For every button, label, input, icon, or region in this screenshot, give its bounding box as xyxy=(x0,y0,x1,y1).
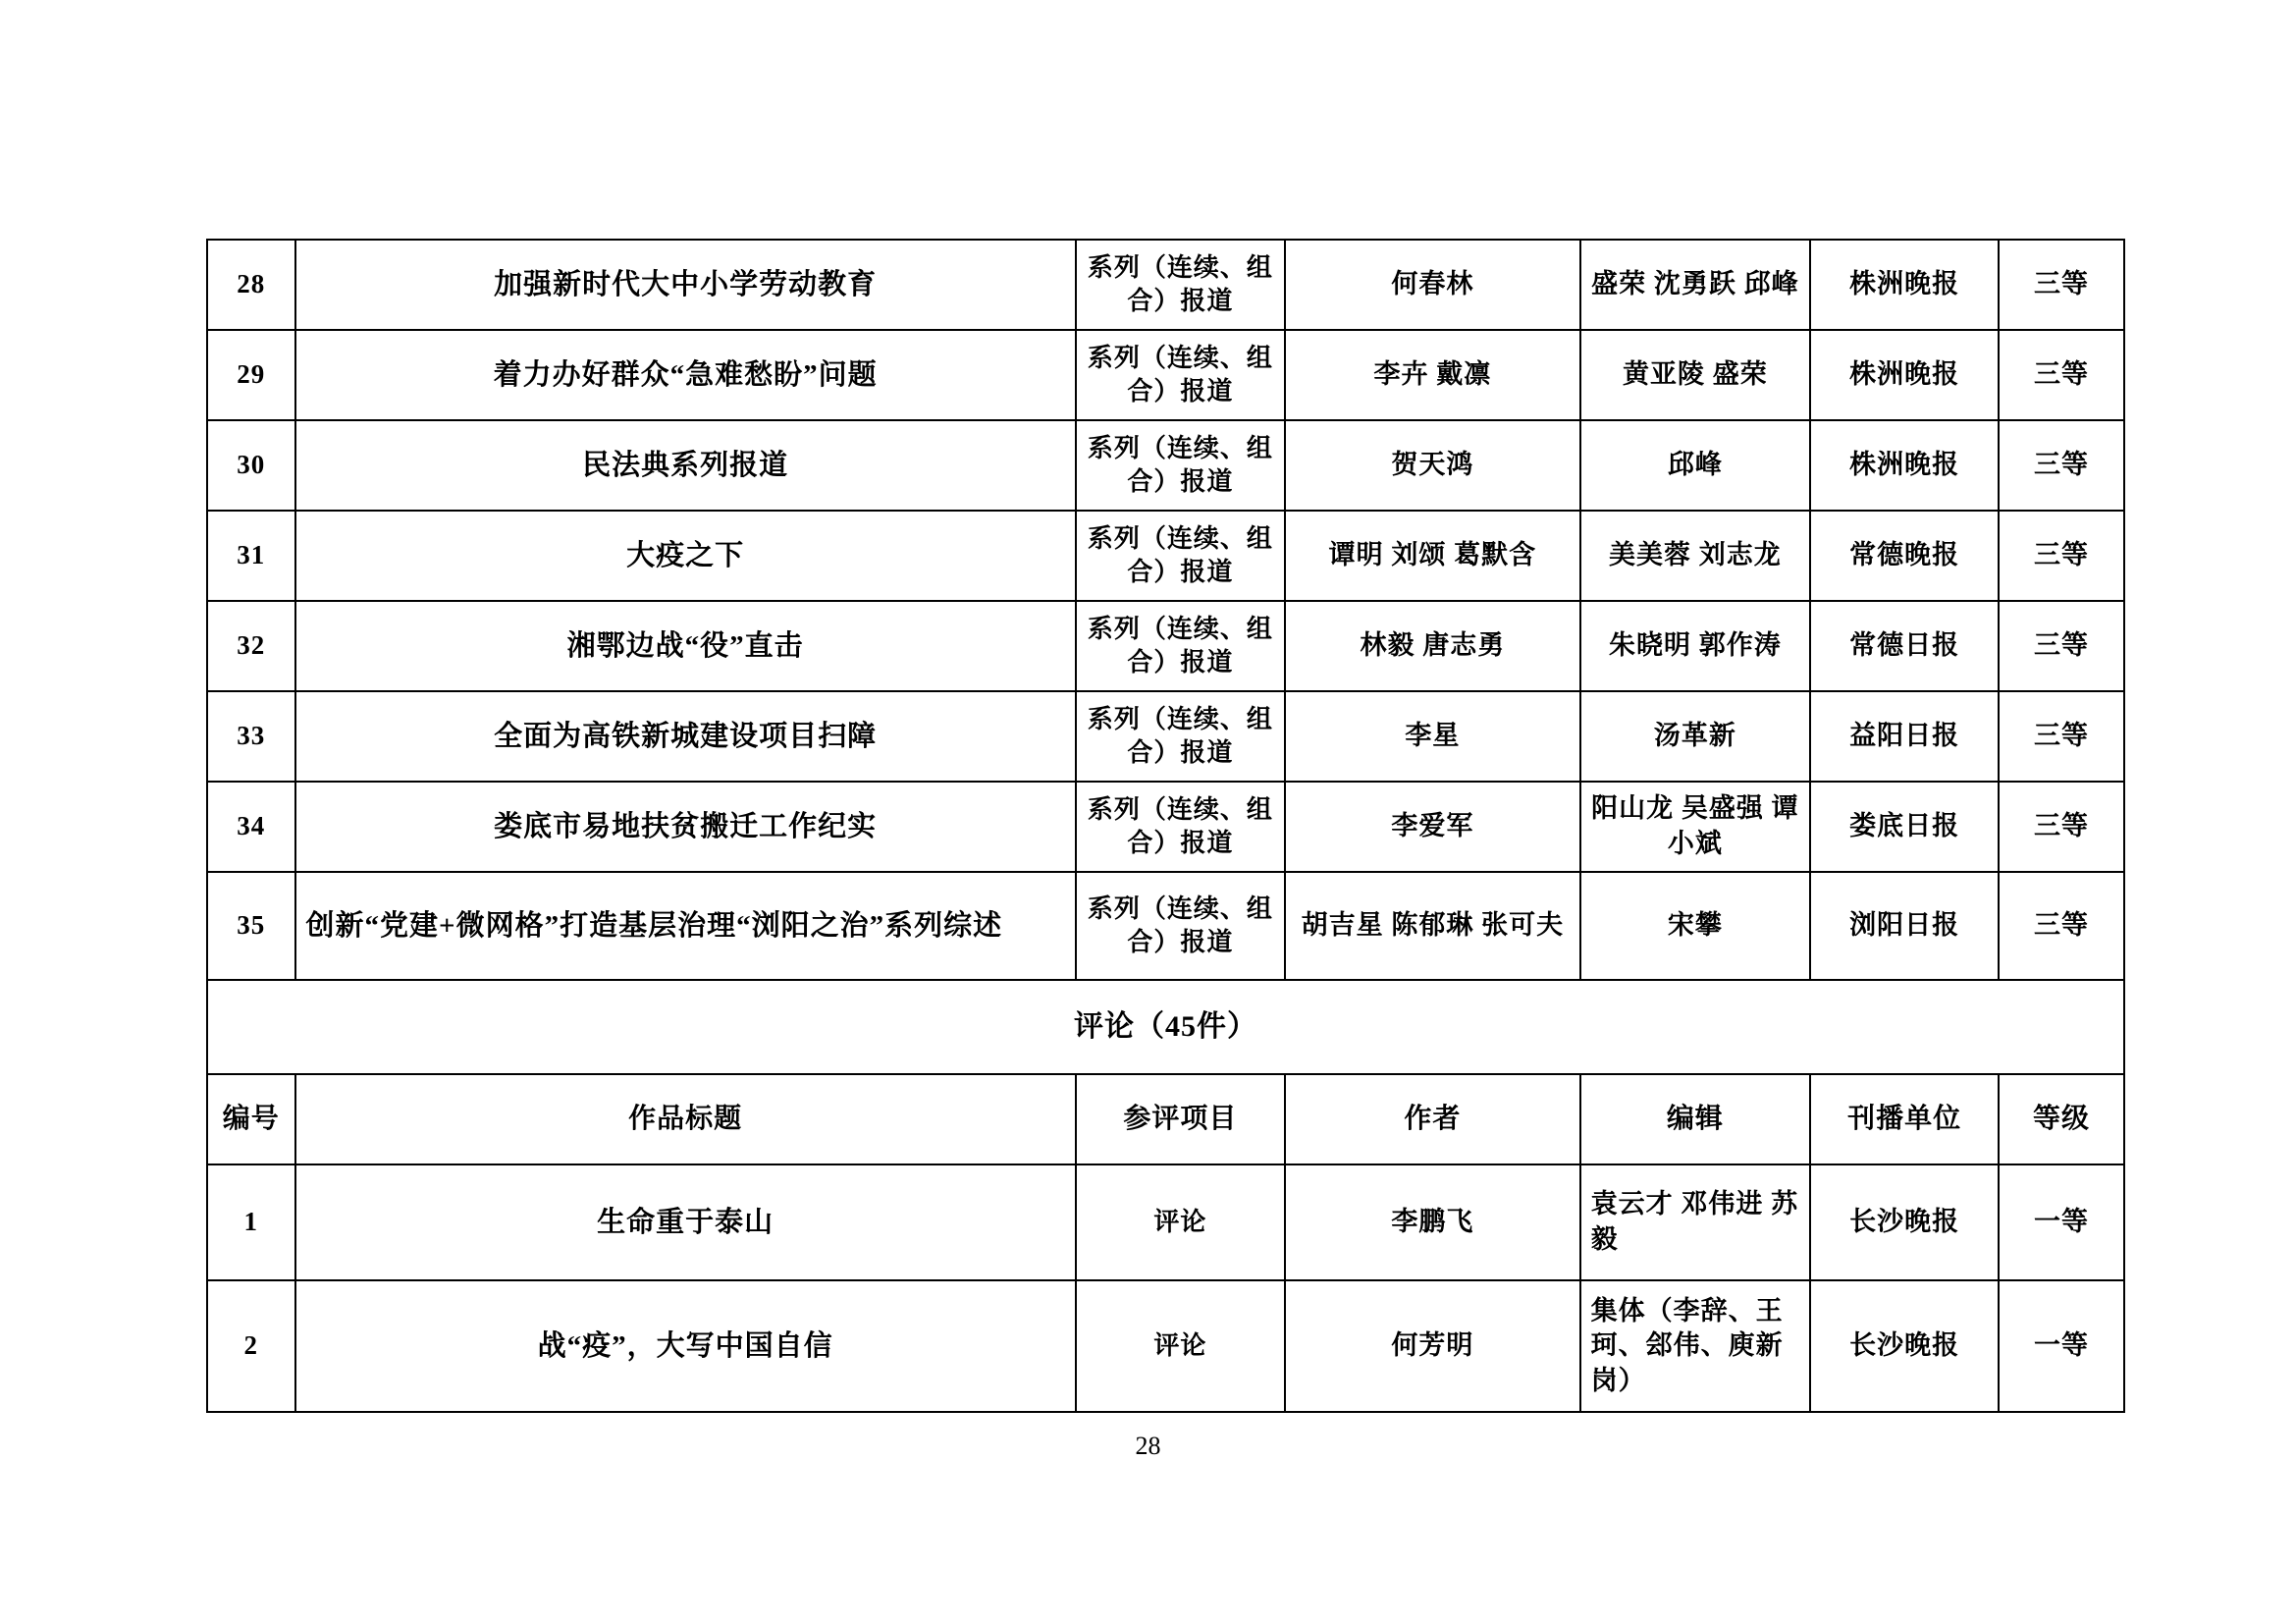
cell-item: 评论 xyxy=(1076,1164,1285,1280)
cell-author: 李鹏飞 xyxy=(1285,1164,1580,1280)
cell-author: 李星 xyxy=(1285,691,1580,782)
column-header-row xyxy=(207,1074,2124,1164)
awards-table-container xyxy=(206,239,2125,1413)
cell-author: 林毅 唐志勇 xyxy=(1285,601,1580,691)
cell-editor: 盛荣 沈勇跃 邱峰 xyxy=(1580,240,1811,330)
cell-level: 一等 xyxy=(1999,1280,2124,1412)
cell-no: 34 xyxy=(207,782,295,872)
page-number: 28 xyxy=(1135,1432,1161,1460)
cell-item: 系列（连续、组合）报道 xyxy=(1076,691,1285,782)
column-header-item: 参评项目 xyxy=(1076,1074,1285,1164)
cell-editor: 集体（李辞、王珂、郐伟、庾新岗） xyxy=(1580,1280,1811,1412)
column-header-no: 编号 xyxy=(207,1074,295,1164)
column-header-title: 作品标题 xyxy=(295,1074,1076,1164)
cell-editor: 汤革新 xyxy=(1580,691,1811,782)
cell-level: 三等 xyxy=(1999,872,2124,980)
cell-item: 系列（连续、组合）报道 xyxy=(1076,240,1285,330)
cell-level: 三等 xyxy=(1999,240,2124,330)
cell-item: 评论 xyxy=(1076,1280,1285,1412)
column-header-author: 作者 xyxy=(1285,1074,1580,1164)
table-row xyxy=(207,240,2124,330)
cell-title: 娄底市易地扶贫搬迁工作纪实 xyxy=(295,782,1076,872)
cell-title: 全面为高铁新城建设项目扫障 xyxy=(295,691,1076,782)
cell-level: 三等 xyxy=(1999,691,2124,782)
table-row xyxy=(207,420,2124,511)
column-header-level: 等级 xyxy=(1999,1074,2124,1164)
cell-editor: 黄亚陵 盛荣 xyxy=(1580,330,1811,420)
cell-no: 2 xyxy=(207,1280,295,1412)
cell-level: 三等 xyxy=(1999,330,2124,420)
cell-author: 何春林 xyxy=(1285,240,1580,330)
cell-editor: 美美蓉 刘志龙 xyxy=(1580,511,1811,601)
cell-item: 系列（连续、组合）报道 xyxy=(1076,330,1285,420)
cell-unit: 常德晚报 xyxy=(1810,511,1999,601)
section-title: 评论（45件） xyxy=(207,980,2124,1074)
cell-unit: 常德日报 xyxy=(1810,601,1999,691)
cell-item: 系列（连续、组合）报道 xyxy=(1076,601,1285,691)
cell-unit: 株洲晚报 xyxy=(1810,330,1999,420)
cell-unit: 益阳日报 xyxy=(1810,691,1999,782)
table-row xyxy=(207,1164,2124,1280)
cell-unit: 长沙晚报 xyxy=(1810,1164,1999,1280)
cell-title: 民法典系列报道 xyxy=(295,420,1076,511)
cell-no: 33 xyxy=(207,691,295,782)
table-row xyxy=(207,872,2124,980)
cell-title: 湘鄂边战“役”直击 xyxy=(295,601,1076,691)
cell-no: 31 xyxy=(207,511,295,601)
cell-title: 创新“党建+微网格”打造基层治理“浏阳之治”系列综述 xyxy=(295,872,1076,980)
cell-level: 三等 xyxy=(1999,511,2124,601)
cell-level: 三等 xyxy=(1999,420,2124,511)
cell-editor: 袁云才 邓伟进 苏毅 xyxy=(1580,1164,1811,1280)
table-row xyxy=(207,330,2124,420)
cell-editor: 宋攀 xyxy=(1580,872,1811,980)
awards-table xyxy=(206,239,2125,1413)
cell-no: 35 xyxy=(207,872,295,980)
cell-author: 李爱军 xyxy=(1285,782,1580,872)
cell-unit: 株洲晚报 xyxy=(1810,240,1999,330)
cell-unit: 浏阳日报 xyxy=(1810,872,1999,980)
cell-unit: 娄底日报 xyxy=(1810,782,1999,872)
cell-title: 生命重于泰山 xyxy=(295,1164,1076,1280)
cell-no: 32 xyxy=(207,601,295,691)
cell-no: 29 xyxy=(207,330,295,420)
cell-author: 谭明 刘颂 葛默含 xyxy=(1285,511,1580,601)
cell-title: 大疫之下 xyxy=(295,511,1076,601)
cell-title: 战“疫”，大写中国自信 xyxy=(295,1280,1076,1412)
cell-level: 一等 xyxy=(1999,1164,2124,1280)
cell-author: 胡吉星 陈郁琳 张可夫 xyxy=(1285,872,1580,980)
table-row xyxy=(207,782,2124,872)
cell-no: 28 xyxy=(207,240,295,330)
cell-level: 三等 xyxy=(1999,601,2124,691)
cell-author: 何芳明 xyxy=(1285,1280,1580,1412)
section-header-row xyxy=(207,980,2124,1074)
cell-editor: 邱峰 xyxy=(1580,420,1811,511)
cell-no: 1 xyxy=(207,1164,295,1280)
cell-editor: 朱晓明 郭作涛 xyxy=(1580,601,1811,691)
cell-unit: 株洲晚报 xyxy=(1810,420,1999,511)
cell-author: 贺天鸿 xyxy=(1285,420,1580,511)
table-row xyxy=(207,1280,2124,1412)
cell-no: 30 xyxy=(207,420,295,511)
cell-editor: 阳山龙 吴盛强 谭小斌 xyxy=(1580,782,1811,872)
table-row xyxy=(207,511,2124,601)
cell-author: 李卉 戴凛 xyxy=(1285,330,1580,420)
cell-item: 系列（连续、组合）报道 xyxy=(1076,420,1285,511)
table-row xyxy=(207,691,2124,782)
column-header-editor: 编辑 xyxy=(1580,1074,1811,1164)
cell-unit: 长沙晚报 xyxy=(1810,1280,1999,1412)
cell-level: 三等 xyxy=(1999,782,2124,872)
table-row xyxy=(207,601,2124,691)
cell-title: 着力办好群众“急难愁盼”问题 xyxy=(295,330,1076,420)
cell-item: 系列（连续、组合）报道 xyxy=(1076,782,1285,872)
cell-title: 加强新时代大中小学劳动教育 xyxy=(295,240,1076,330)
cell-item: 系列（连续、组合）报道 xyxy=(1076,872,1285,980)
column-header-unit: 刊播单位 xyxy=(1810,1074,1999,1164)
cell-item: 系列（连续、组合）报道 xyxy=(1076,511,1285,601)
